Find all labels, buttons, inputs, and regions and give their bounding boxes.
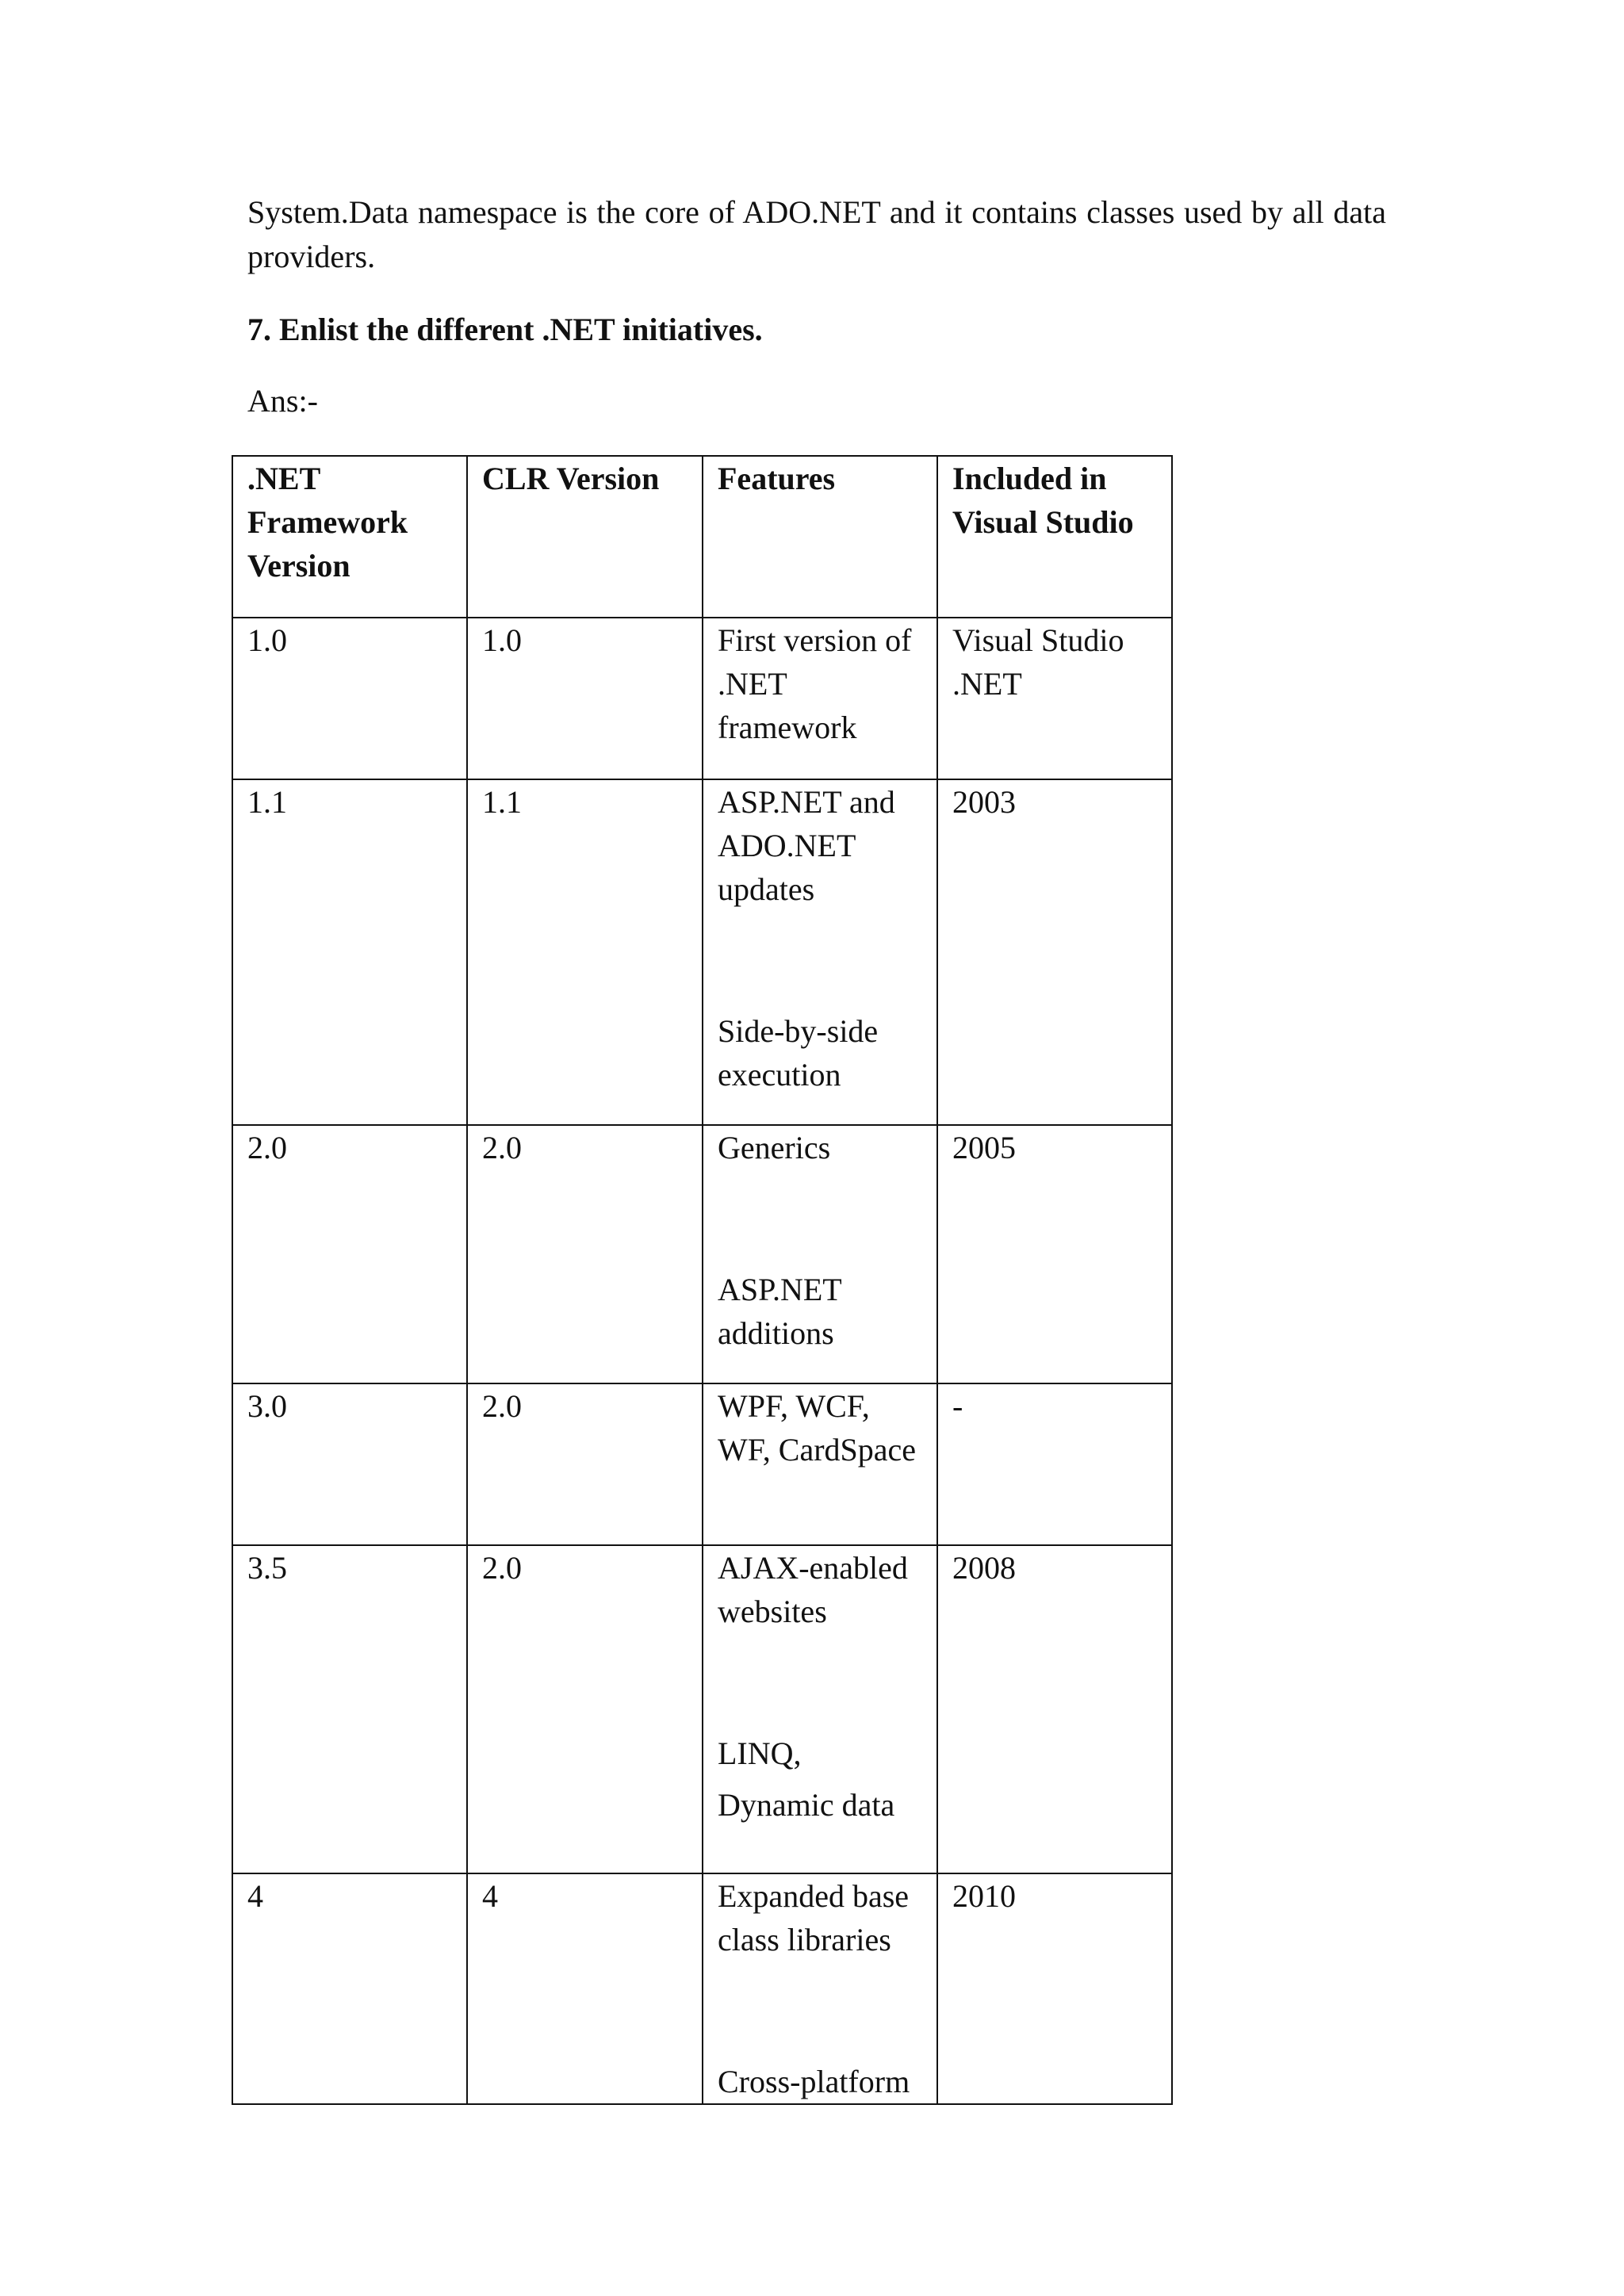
feature-item: ASP.NET additions	[718, 1272, 841, 1351]
feature-item: AJAX-enabled websites	[718, 1550, 908, 1629]
cell-visual-studio: 2005	[937, 1125, 1172, 1383]
feature-item: ASP.NET and ADO.NET updates	[718, 784, 895, 907]
cell-features	[703, 618, 937, 779]
cell-framework: 3.5	[232, 1545, 467, 1873]
feature-spacer	[718, 1633, 922, 1732]
intro-paragraph: System.Data namespace is the core of ADO.NET and it contains classes used by all data providers.	[247, 194, 1386, 274]
feature-spacer	[718, 911, 922, 1009]
feature-item: First version of .NET framework	[718, 622, 912, 745]
cell-features	[703, 1383, 937, 1545]
cell-clr: 2.0	[467, 1125, 703, 1383]
cell-clr: 1.0	[467, 618, 703, 779]
question-heading: 7. Enlist the different .NET initiatives.	[247, 312, 763, 347]
cell-features	[703, 1873, 937, 2104]
cell-framework: 2.0	[232, 1125, 467, 1383]
feature-item: Side-by-side execution	[718, 1013, 879, 1093]
cell-framework: 1.0	[232, 618, 467, 779]
cell-clr: 2.0	[467, 1383, 703, 1545]
header-framework-version-label: .NET Framework Version	[247, 461, 408, 584]
table-row	[232, 779, 1172, 1125]
feature-item: LINQ,	[718, 1735, 802, 1771]
cell-visual-studio: -	[937, 1383, 1172, 1545]
header-clr-version: CLR Version	[467, 456, 703, 618]
feature-item: Expanded base class libraries	[718, 1878, 910, 1957]
table-row	[232, 1873, 1172, 2104]
header-features: Features	[703, 456, 937, 618]
header-framework-version	[232, 456, 467, 618]
feature-item: Dynamic data	[718, 1787, 895, 1823]
cell-features	[703, 779, 937, 1125]
net-framework-table	[232, 455, 1173, 2105]
header-included-in-vs: Included in Visual Studio	[937, 456, 1172, 618]
cell-visual-studio: Visual Studio .NET	[937, 618, 1172, 779]
table-header-row	[232, 456, 1172, 618]
cell-clr: 2.0	[467, 1545, 703, 1873]
table-row	[232, 1125, 1172, 1383]
answer-label: Ans:-	[247, 383, 318, 419]
cell-clr: 4	[467, 1873, 703, 2104]
cell-framework: 1.1	[232, 779, 467, 1125]
cell-framework: 3.0	[232, 1383, 467, 1545]
feature-item: Generics	[718, 1130, 831, 1165]
cell-features	[703, 1125, 937, 1383]
cell-features	[703, 1545, 937, 1873]
feature-spacer	[718, 1961, 922, 2060]
cell-framework: 4	[232, 1873, 467, 2104]
cell-visual-studio: 2010	[937, 1873, 1172, 2104]
cell-clr: 1.1	[467, 779, 703, 1125]
feature-spacer	[718, 1169, 922, 1268]
table-row	[232, 1545, 1172, 1873]
table-row	[232, 1383, 1172, 1545]
cell-visual-studio: 2008	[937, 1545, 1172, 1873]
feature-item: Cross-platform	[718, 2064, 910, 2099]
feature-item: WPF, WCF, WF, CardSpace	[718, 1388, 917, 1468]
cell-visual-studio: 2003	[937, 779, 1172, 1125]
table-row	[232, 618, 1172, 779]
feature-spacer	[718, 1775, 922, 1783]
